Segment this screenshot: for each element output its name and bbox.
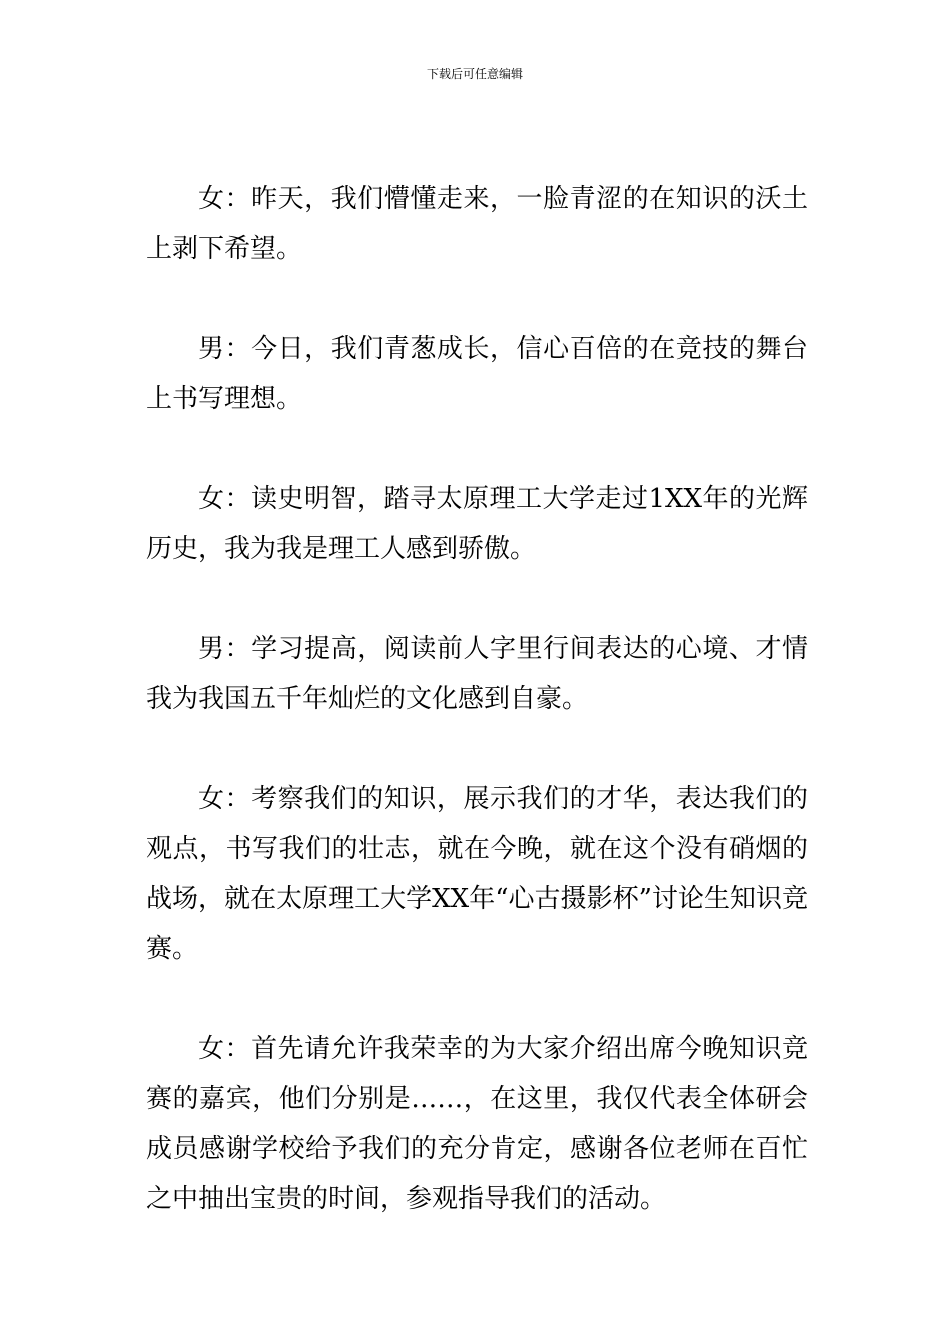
document-body	[146, 174, 808, 1274]
paragraph-3: 女：读史明智，踏寻太原理工大学走过1XX年的光辉历史，我为我是理工人感到骄傲。	[146, 484, 808, 564]
page-header: 下载后可任意编辑	[426, 67, 523, 81]
paragraph-2: 男：今日，我们青葱成长，信心百倍的在竞技的舞台上书写理想。	[146, 334, 808, 414]
paragraph-1: 女：昨天，我们懵懂走来，一脸青涩的在知识的沃土上剥下希望。	[146, 184, 808, 264]
paragraph-5: 女：考察我们的知识，展示我们的才华，表达我们的观点，书写我们的壮志，就在今晚，就在这个没有硝烟的战场，就在太原理工大学XX年“心古摄影杯”讨论生知识竞赛。	[146, 784, 808, 964]
paragraph-4: 男：学习提高，阅读前人字里行间表达的心境、才情我为我国五千年灿烂的文化感到自豪。	[146, 634, 808, 714]
paragraph-6: 女：首先请允许我荣幸的为大家介绍出席今晚知识竞赛的嘉宾，他们分别是……，在这里，我仅代表全体研会成员感谢学校给予我们的充分肯定，感谢各位老师在百忙之中抽出宝贵的时间，参观指导我们的活动。	[146, 1034, 808, 1214]
